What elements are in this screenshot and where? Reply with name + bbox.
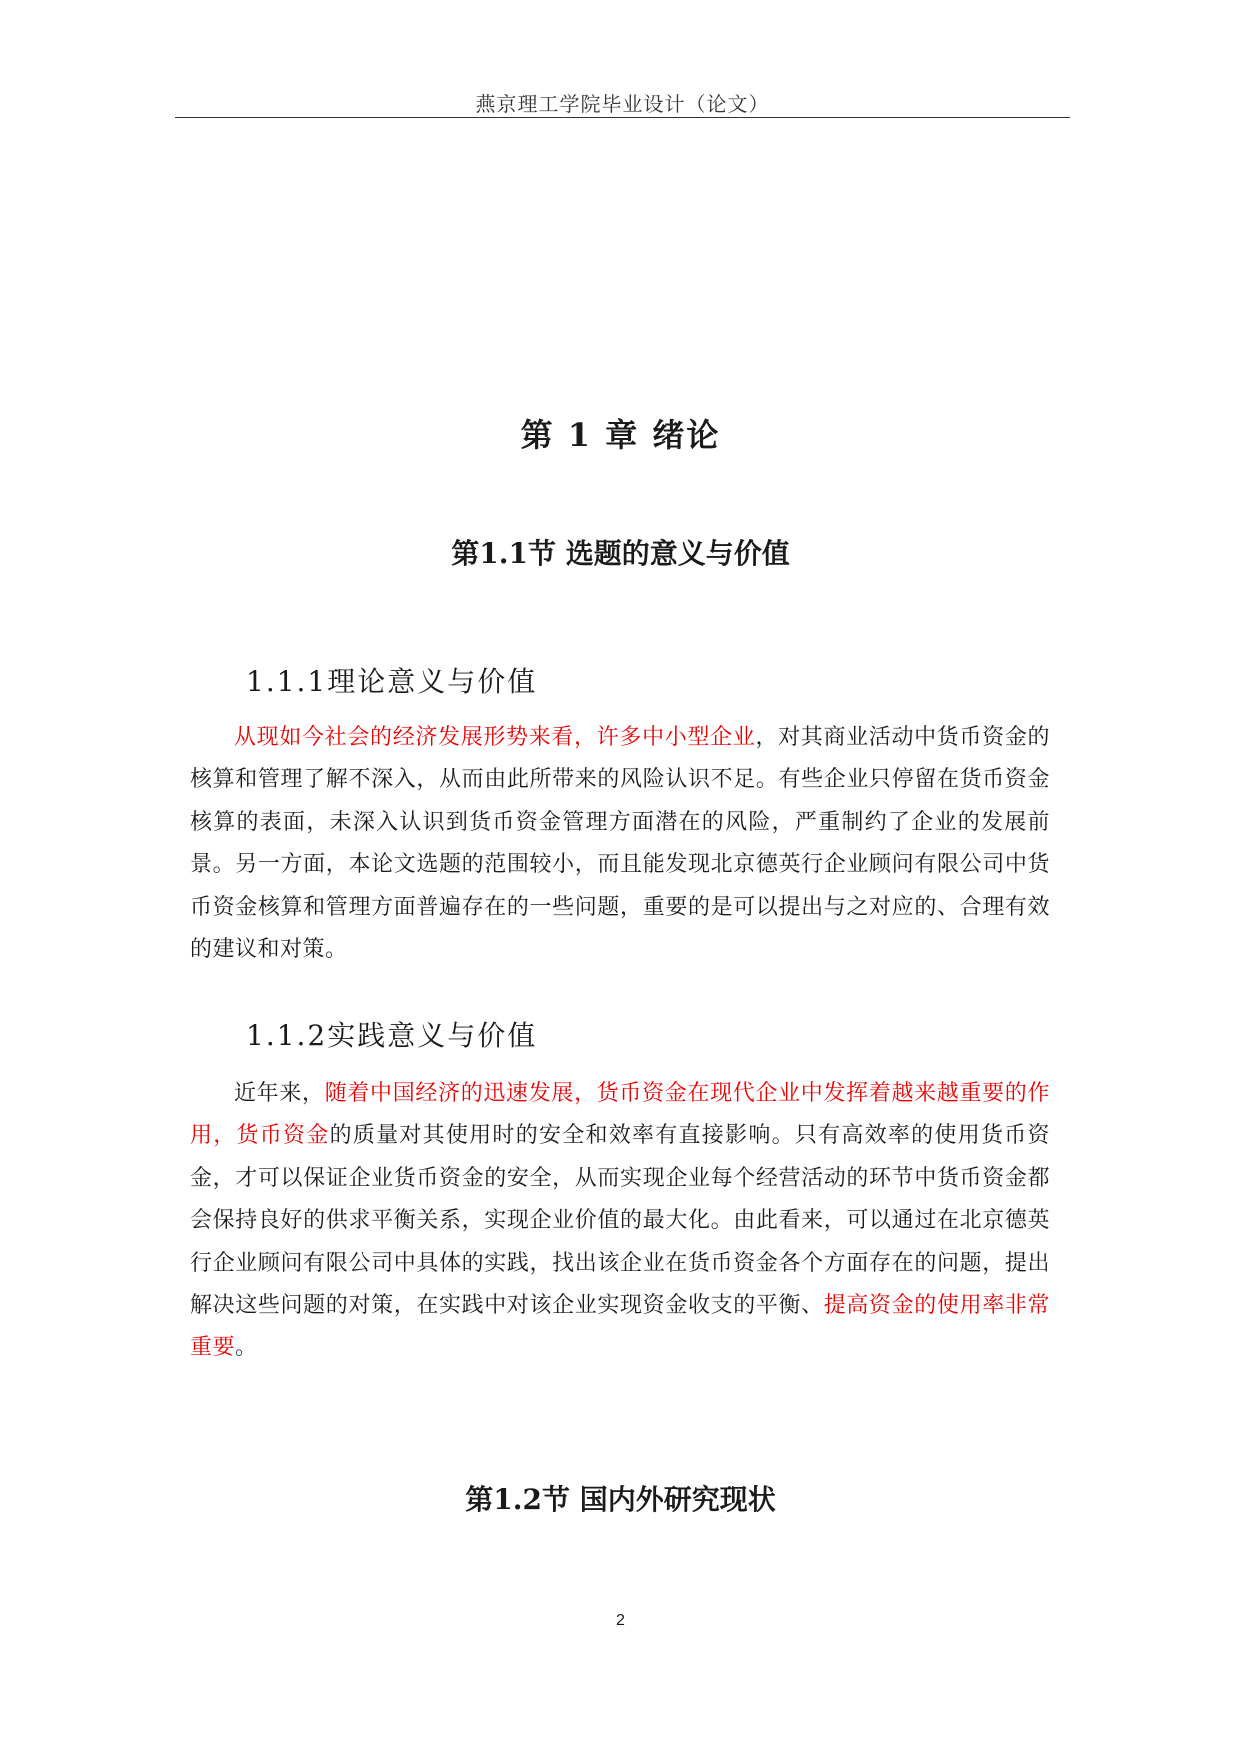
subsection-title-1-1-1: 1.1.1理论意义与价值 (246, 665, 538, 698)
section-title-1-2: 第1.2节 国内外研究现状 (465, 1483, 776, 1516)
highlighted-text: 从现如今社会的经济发展形势来看，许多中小型企业 (234, 725, 756, 750)
highlighted-text: 提高资金的使用率非常重要 (190, 1293, 1050, 1361)
paragraph-theoretical-significance (190, 717, 1050, 971)
running-header: 燕京理工学院毕业设计（论文） (475, 92, 770, 116)
body-text: 。 (235, 1335, 258, 1361)
body-text: ，对其商业活动中货币资金的核算和管理了解不深入，从而由此所带来的风险认识不足。有些企业只停留在货币资金核算的表面，未深入认识到货币资金管理方面潜在的风险，严重制约了企业的发展前景。另一方面，本论文选题的范围较小，而且能发现北京德英行企业顾问有限公司中货币资金核算和管理方面普遍存在的一些问题，重要的是可以提出与之对应的、合理有效的建议和对策。 (190, 725, 1050, 963)
header-divider (175, 117, 1070, 118)
section-title-1-1: 第1.1节 选题的意义与价值 (451, 537, 790, 570)
page-number: 2 (616, 1612, 625, 1629)
highlighted-text: 随着中国经济的迅速发展，货币资金在现代企业中发挥着越来越重要的作用，货币资金 (190, 1081, 1050, 1149)
subsection-title-1-1-2: 1.1.2实践意义与价值 (246, 1019, 538, 1052)
paragraph-practical-significance (190, 1073, 1050, 1370)
chapter-title: 第 1 章 绪论 (520, 416, 721, 454)
body-text: 近年来， (234, 1081, 325, 1106)
body-text: 的质量对其使用时的安全和效率有直接影响。只有高效率的使用货币资金，才可以保证企业货币资金的安全，从而实现企业每个经营活动的环节中货币资金都会保持良好的供求平衡关系，实现企业价值的最大化。由此看来，可以通过在北京德英行企业顾问有限公司中具体的实践，找出该企业在货币资金各个方面存在的问题，提出解决这些问题的对策，在实践中对该企业实现资金收支的平衡、 (190, 1123, 1050, 1319)
